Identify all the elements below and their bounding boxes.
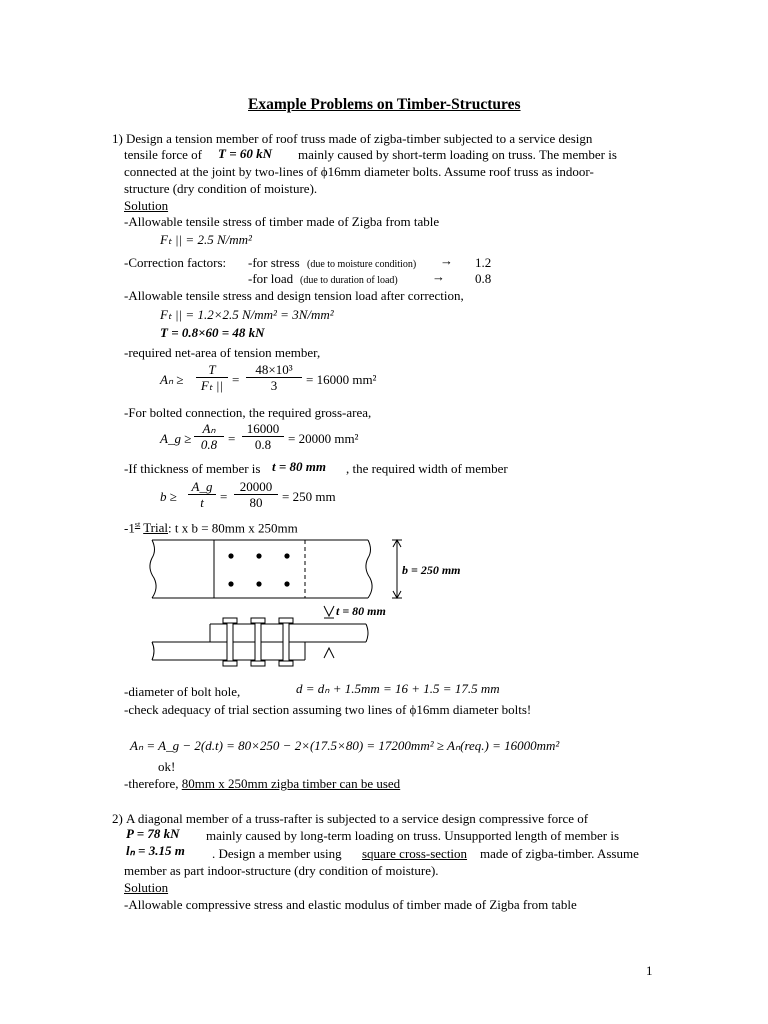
problem-2-number: 2): [112, 811, 123, 826]
problem-1-line-2b: mainly caused by short-term loading on truss. The member is: [298, 147, 617, 162]
plan-right-break: [366, 540, 372, 598]
bolt-hole: [284, 581, 289, 586]
page-number: 1: [646, 963, 653, 978]
conclusion: [124, 776, 400, 792]
problem-2-line-2: mainly caused by long-term loading on truss. Unsupported length of member is: [206, 828, 620, 843]
equals-sign: =: [228, 431, 236, 446]
problem-2-step-1: -Allowable compressive stress and elastic modulus of timber made of Zigba from table: [124, 897, 577, 912]
eq-allowable-stress: Fₜ || = 2.5 N/mm²: [160, 232, 252, 247]
problem-2-line-3-underlined: square cross-section: [362, 846, 468, 861]
problem-2-line-1: A diagonal member of a truss-rafter is subjected to a service design compressive force of: [126, 811, 589, 826]
dim-t-arrow-bottom: [324, 648, 334, 658]
numerator: 48×10³: [255, 362, 293, 377]
eq-width-result: = 250 mm: [282, 489, 336, 504]
page-title: Example Problems on Timber-Structures: [248, 96, 521, 113]
elev-left-break: [152, 642, 154, 660]
step-bolt-hole: -diameter of bolt hole,: [124, 684, 241, 699]
step-check-adequacy: -check adequacy of trial section assuming two lines of ϕ16mm diameter bolts!: [124, 702, 532, 717]
correction-factors-label: -Correction factors:: [124, 255, 227, 270]
problem-2-line-3b: made of zigba-timber. Assume: [480, 846, 639, 861]
factor-load-note: (due to duration of load): [300, 275, 398, 286]
denominator: Fₜ ||: [196, 377, 228, 393]
bolt-hole: [284, 553, 289, 558]
problem-2-length-eq: lₙ = 3.15 m: [126, 843, 185, 858]
step-gross-area: -For bolted connection, the required gross-area,: [124, 405, 372, 420]
denominator: t: [188, 494, 216, 510]
figure-width-label: b = 250 mm: [402, 563, 461, 577]
equals-sign: =: [232, 372, 240, 387]
conclusion-result: 80mm x 250mm zigba timber can be used: [181, 776, 401, 791]
bolt-hole: [228, 553, 233, 558]
numerator: 16000: [246, 421, 280, 436]
arrow-icon: →: [440, 253, 453, 268]
eq-net-area-check: Aₙ = A_g − 2(d.t) = 80×250 − 2×(17.5×80) = 17200mm² ≥ Aₙ(req.) = 16000mm²: [130, 738, 560, 753]
trial-superscript: st: [134, 520, 141, 529]
denominator: 80: [234, 494, 278, 510]
step-thickness-b: , the required width of member: [346, 461, 508, 476]
bolt-hole: [256, 581, 261, 586]
eq-corrected-stress: Fₜ || = 1.2×2.5 N/mm² = 3N/mm²: [160, 307, 334, 322]
solution-heading-2: Solution: [124, 880, 169, 895]
problem-1-line-3: connected at the joint by two-lines of ϕ16mm diameter bolts. Assume roof truss as indoor-: [124, 164, 594, 179]
numerator: 20000: [239, 479, 273, 494]
trial-word: Trial: [143, 520, 168, 536]
denominator: 3: [246, 377, 302, 393]
bolt-nut: [223, 661, 237, 666]
step-thickness-a: -If thickness of member is: [124, 461, 261, 476]
denominator: 0.8: [242, 436, 284, 452]
equals-sign: =: [220, 489, 228, 504]
bolt-nut: [279, 661, 293, 666]
step-net-area: -required net-area of tension member,: [124, 345, 321, 360]
bolt-hole: [228, 581, 233, 586]
denominator: 0.8: [194, 436, 224, 452]
factor-stress-value: 1.2: [475, 255, 492, 270]
numerator: Aₙ: [202, 421, 216, 436]
problem-1-number: 1): [112, 131, 123, 146]
thickness-eq: t = 80 mm: [272, 459, 326, 474]
figure-thickness-label: t = 80 mm: [336, 604, 386, 618]
elev-right-break: [366, 624, 368, 642]
problem-2-line-3a: . Design a member using: [212, 846, 342, 861]
factor-stress-label: -for stress: [248, 255, 300, 270]
factor-load-label: -for load: [248, 271, 294, 286]
bolt-shank: [255, 623, 261, 661]
trial-dimensions: : t x b = 80mm x 250mm: [168, 520, 298, 536]
trial-prefix: -1: [124, 520, 135, 536]
bolt-shank: [283, 623, 289, 661]
problem-2-force-eq: P = 78 kN: [126, 826, 180, 841]
arrow-icon: →: [432, 269, 445, 284]
numerator: A_g: [191, 479, 213, 494]
ok-label: ok!: [158, 759, 176, 774]
dim-t-arrow-top: [324, 606, 334, 616]
factor-load-value: 0.8: [475, 271, 492, 286]
bolt-head: [223, 618, 237, 623]
problem-1-line-1: Design a tension member of roof truss made of zigba-timber subjected to a service design: [126, 131, 593, 146]
step-corrected-stress: -Allowable tensile stress and design tension load after correction,: [124, 288, 464, 303]
eq-gross-area-lhs: A_g ≥: [160, 431, 192, 446]
eq-net-area-result: = 16000 mm²: [306, 372, 377, 387]
bolt-head: [279, 618, 293, 623]
eq-net-area-lhs: Aₙ ≥: [160, 372, 184, 387]
eq-gross-area-result: = 20000 mm²: [288, 431, 359, 446]
problem-2-line-4: member as part indoor-structure (dry condition of moisture).: [124, 863, 439, 878]
eq-design-load: T = 0.8×60 = 48 kN: [160, 325, 265, 340]
step-allowable-stress: -Allowable tensile stress of timber made of Zigba from table: [124, 214, 440, 229]
numerator: T: [208, 362, 216, 377]
problem-1-line-4: structure (dry condition of moisture).: [124, 181, 318, 196]
eq-bolt-hole: d = dₙ + 1.5mm = 16 + 1.5 = 17.5 mm: [296, 681, 500, 696]
factor-stress-note: (due to moisture condition): [307, 259, 417, 270]
bolt-head: [251, 618, 265, 623]
bolt-hole: [256, 553, 261, 558]
bolt-shank: [227, 623, 233, 661]
problem-1-line-2a: tensile force of: [124, 147, 202, 162]
problem-1-force-eq: T = 60 kN: [218, 146, 272, 161]
plan-left-break: [150, 540, 156, 598]
solution-heading-1: Solution: [124, 198, 169, 213]
bolt-nut: [251, 661, 265, 666]
eq-width-lhs: b ≥: [160, 489, 177, 504]
conclusion-prefix: -therefore,: [124, 776, 179, 791]
